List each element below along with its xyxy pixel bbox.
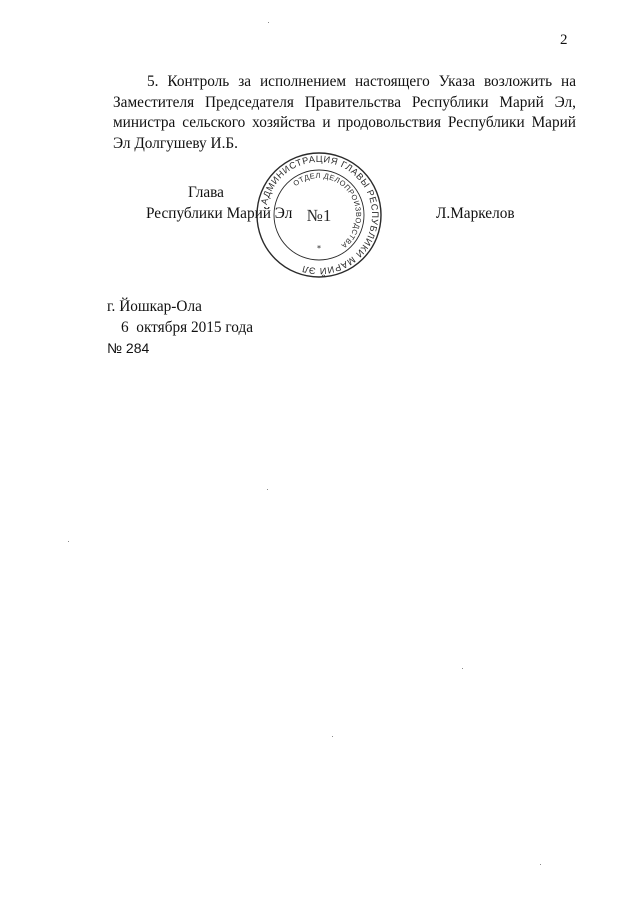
- footer-block: [107, 297, 253, 359]
- seal-star-icon: *: [317, 244, 321, 253]
- signer-position-line1: Глава: [188, 184, 224, 201]
- official-seal: [254, 150, 384, 280]
- scan-speck: [268, 22, 269, 23]
- seal-inner-text: ОТДЕЛ ДЕЛОПРОИЗВОДСТВА: [291, 170, 364, 251]
- scan-speck: [68, 541, 69, 542]
- city-line: г. Йошкар-Ола: [107, 298, 202, 315]
- signer-name: Л.Маркелов: [436, 205, 515, 222]
- date-line: 6 октября 2015 года: [121, 318, 254, 336]
- scan-speck: [332, 736, 333, 737]
- paragraph-item-5: 5. Контроль за исполнением настоящего Указа возложить на Заместителя Председателя Правительства Республики Марий Эл, министра сельского хозяйства и продовольствия Республики Марий Эл Долгушеву И.Б.: [113, 73, 576, 152]
- page-number: 2: [560, 32, 568, 48]
- seal-center-number: №1: [306, 206, 332, 225]
- scan-speck: [540, 864, 541, 865]
- seal-outer-text: АДМИНИСТРАЦИЯ ГЛАВЫ РЕСПУБЛИКИ МАРИЙ ЭЛ: [259, 153, 381, 277]
- scan-speck: [267, 489, 268, 490]
- document-number-line: № 284: [107, 340, 150, 357]
- scan-speck: [462, 668, 463, 669]
- signer-position-line2: Республики Марий Эл: [146, 205, 293, 222]
